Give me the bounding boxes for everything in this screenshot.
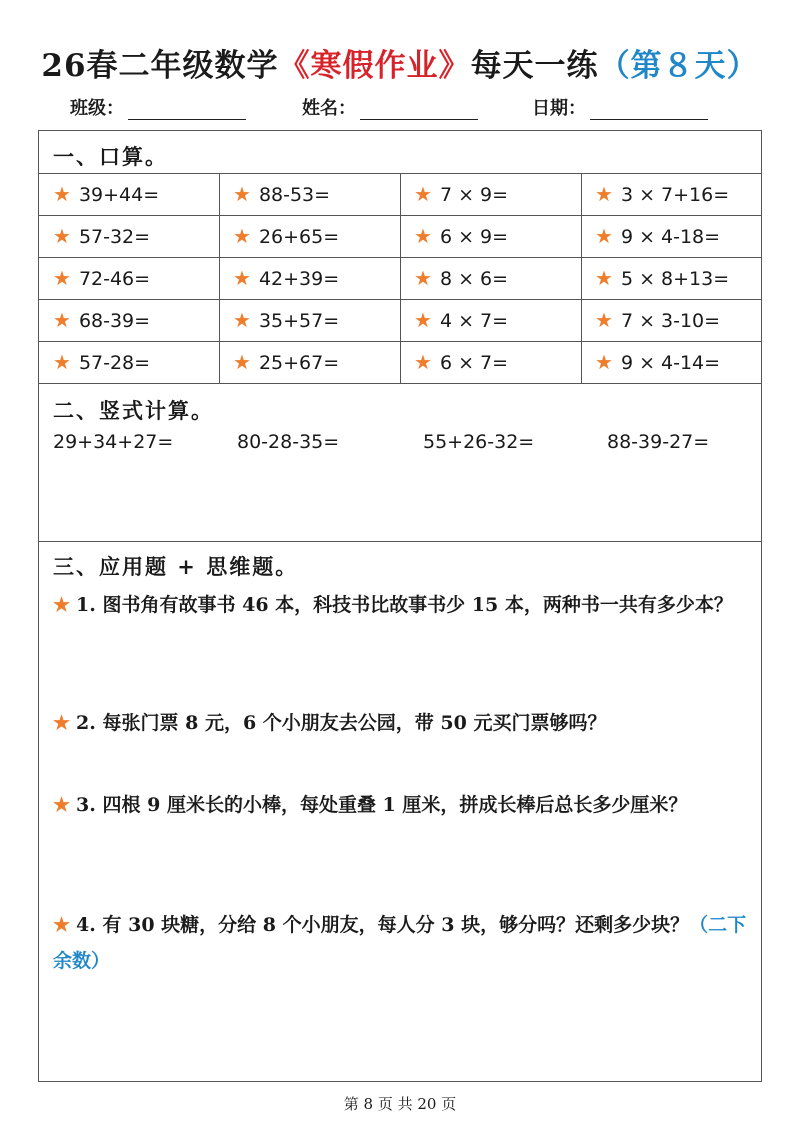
oral-calc-expression: 8 × 6= <box>439 268 509 290</box>
word-problem-4[interactable] <box>53 907 747 979</box>
oral-calc-expression: 88-53= <box>258 184 331 206</box>
section1-heading: 一、口算。 <box>53 144 168 169</box>
oral-calc-expression: 6 × 9= <box>439 226 509 248</box>
oral-calc-item[interactable] <box>39 215 219 257</box>
oral-calc-item[interactable] <box>400 341 581 383</box>
section2-heading: 二、竖式计算。 <box>53 398 214 423</box>
star-icon: ★ <box>53 350 71 374</box>
star-icon: ★ <box>53 594 71 616</box>
class-blank-line[interactable] <box>128 101 246 120</box>
star-icon: ★ <box>595 350 613 374</box>
star-icon: ★ <box>595 182 613 206</box>
oral-calc-expression: 26+65= <box>258 226 340 248</box>
oral-calc-item[interactable] <box>400 215 581 257</box>
oral-calc-expression: 7 × 9= <box>439 184 509 206</box>
star-icon: ★ <box>595 266 613 290</box>
oral-calc-item[interactable] <box>581 257 763 299</box>
divider <box>39 541 761 542</box>
oral-calc-item[interactable] <box>400 299 581 341</box>
name-blank-line[interactable] <box>360 101 478 120</box>
oral-calc-expression: 3 × 7+16= <box>620 184 730 206</box>
page-title <box>0 40 800 85</box>
star-icon: ★ <box>414 308 432 332</box>
oral-calc-expression: 35+57= <box>258 310 340 332</box>
oral-calc-expression: 9 × 4-14= <box>620 352 721 374</box>
problem-text: 2. 每张门票 8 元，6 个小朋友去公园，带 50 元买门票够吗？ <box>76 712 607 734</box>
oral-calc-expression: 7 × 3-10= <box>620 310 721 332</box>
vertical-calc-item[interactable]: 29+34+27= <box>53 431 174 453</box>
name-field[interactable] <box>302 94 478 120</box>
oral-calc-expression: 72-46= <box>78 268 151 290</box>
vertical-calc-item[interactable]: 80-28-35= <box>237 431 340 453</box>
oral-calc-item[interactable] <box>39 341 219 383</box>
class-label: 班级： <box>70 98 124 119</box>
oral-calc-expression: 6 × 7= <box>439 352 509 374</box>
section3-heading: 三、应用题 + 思维题。 <box>53 554 299 579</box>
oral-calc-item[interactable] <box>39 257 219 299</box>
star-icon: ★ <box>595 308 613 332</box>
star-icon: ★ <box>233 182 251 206</box>
date-blank-line[interactable] <box>590 101 708 120</box>
oral-calc-expression: 57-32= <box>78 226 151 248</box>
star-icon: ★ <box>414 266 432 290</box>
class-field[interactable] <box>70 94 246 120</box>
star-icon: ★ <box>233 308 251 332</box>
worksheet-frame <box>38 130 762 1082</box>
page-number: 第 8 页 共 20 页 <box>343 1095 457 1113</box>
title-middle: 每天一练 <box>470 48 599 84</box>
oral-calc-item[interactable] <box>219 299 400 341</box>
oral-calc-expression: 25+67= <box>258 352 340 374</box>
word-problem-3[interactable] <box>53 787 747 823</box>
star-icon: ★ <box>53 914 71 936</box>
star-icon: ★ <box>53 712 71 734</box>
date-field[interactable] <box>532 94 708 120</box>
student-info-row <box>0 94 800 124</box>
problem-text: 1. 图书角有故事书 46 本，科技书比故事书少 15 本，两种书一共有多少本？ <box>76 594 733 616</box>
oral-calc-item[interactable] <box>219 341 400 383</box>
oral-calc-item[interactable] <box>581 299 763 341</box>
vertical-calc-item[interactable]: 55+26-32= <box>423 431 535 453</box>
star-icon: ★ <box>233 266 251 290</box>
date-label: 日期： <box>532 98 586 119</box>
oral-calc-expression: 39+44= <box>78 184 160 206</box>
vertical-calc-item[interactable]: 88-39-27= <box>607 431 710 453</box>
star-icon: ★ <box>233 224 251 248</box>
oral-calc-item[interactable] <box>400 257 581 299</box>
star-icon: ★ <box>414 224 432 248</box>
oral-calc-expression: 5 × 8+13= <box>620 268 730 290</box>
word-problem-1[interactable] <box>53 587 747 623</box>
title-day: （第８天） <box>598 48 759 84</box>
star-icon: ★ <box>53 182 71 206</box>
oral-calc-item[interactable] <box>219 215 400 257</box>
oral-calc-expression: 9 × 4-18= <box>620 226 721 248</box>
oral-calc-expression: 42+39= <box>258 268 340 290</box>
oral-calc-item[interactable] <box>39 173 219 215</box>
oral-calc-item[interactable] <box>581 341 763 383</box>
star-icon: ★ <box>53 794 71 816</box>
star-icon: ★ <box>53 266 71 290</box>
divider <box>39 383 761 384</box>
oral-calc-expression: 68-39= <box>78 310 151 332</box>
star-icon: ★ <box>233 350 251 374</box>
oral-calc-item[interactable] <box>581 215 763 257</box>
title-prefix: 26春二年级数学 <box>41 48 279 84</box>
oral-calc-item[interactable] <box>219 257 400 299</box>
star-icon: ★ <box>414 182 432 206</box>
star-icon: ★ <box>595 224 613 248</box>
title-book: 《寒假作业》 <box>278 48 471 84</box>
problem-hint: （二下余数） <box>53 914 747 972</box>
name-label: 姓名： <box>302 98 356 119</box>
star-icon: ★ <box>53 308 71 332</box>
star-icon: ★ <box>414 350 432 374</box>
oral-calc-item[interactable] <box>400 173 581 215</box>
oral-calc-item[interactable] <box>39 299 219 341</box>
oral-calc-item[interactable] <box>219 173 400 215</box>
oral-calc-expression: 4 × 7= <box>439 310 509 332</box>
word-problem-2[interactable] <box>53 705 747 741</box>
oral-calc-expression: 57-28= <box>78 352 151 374</box>
star-icon: ★ <box>53 224 71 248</box>
problem-text: 3. 四根 9 厘米长的小棒，每处重叠 1 厘米，拼成长棒后总长多少厘米？ <box>76 794 688 816</box>
problem-text: 4. 有 30 块糖，分给 8 个小朋友，每人分 3 块，够分吗？还剩多少块？ <box>76 914 690 936</box>
oral-calc-item[interactable] <box>581 173 763 215</box>
